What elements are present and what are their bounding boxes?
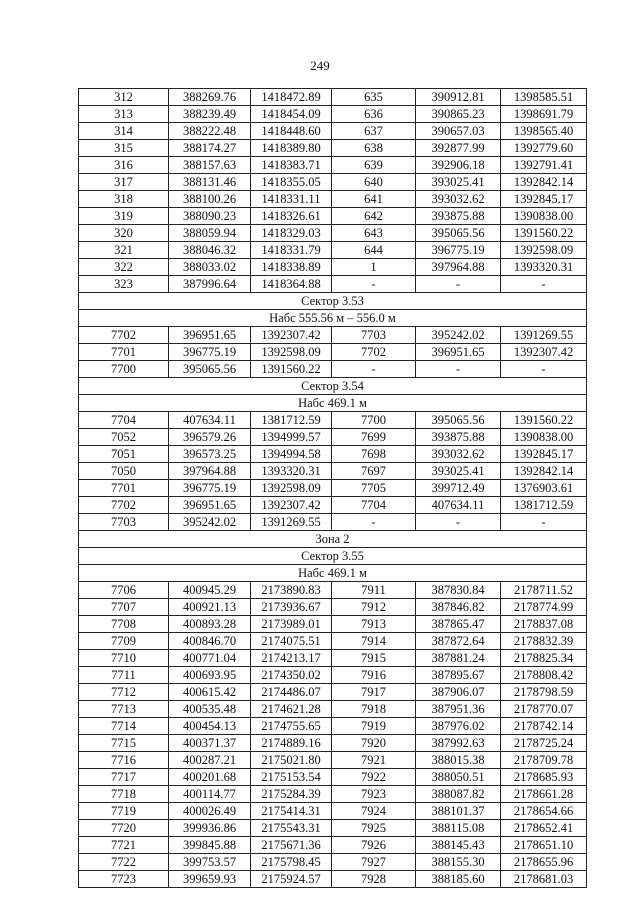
- table-cell: 7711: [79, 667, 169, 684]
- table-row: [79, 633, 587, 650]
- table-cell: 2178774.99: [501, 599, 587, 616]
- table-row: [79, 242, 587, 259]
- table-cell: 1391269.55: [251, 514, 332, 531]
- table-row: [79, 684, 587, 701]
- table-cell: 2178651.10: [501, 837, 587, 854]
- table-row: [79, 344, 587, 361]
- table-cell: 388033.02: [169, 259, 251, 276]
- table-cell: 7924: [332, 803, 416, 820]
- table-cell: 7710: [79, 650, 169, 667]
- table-row: [79, 174, 587, 191]
- table-cell: 640: [332, 174, 416, 191]
- table-cell: 1391560.22: [501, 225, 587, 242]
- table-cell: 1391560.22: [251, 361, 332, 378]
- table-row: [79, 837, 587, 854]
- table-cell: 1393320.31: [251, 463, 332, 480]
- table-cell: 388269.76: [169, 89, 251, 106]
- table-cell: 319: [79, 208, 169, 225]
- table-cell: 2175798.45: [251, 854, 332, 871]
- table-cell: 392906.18: [416, 157, 501, 174]
- table-cell: 1398691.79: [501, 106, 587, 123]
- table-cell: -: [501, 361, 587, 378]
- table-cell: 400921.13: [169, 599, 251, 616]
- table-cell: 2178654.66: [501, 803, 587, 820]
- table-cell: 1418329.03: [251, 225, 332, 242]
- table-cell: 396573.25: [169, 446, 251, 463]
- table-cell: 396579.26: [169, 429, 251, 446]
- table-row: [79, 514, 587, 531]
- table-cell: 2175021.80: [251, 752, 332, 769]
- table-cell: 396775.19: [169, 344, 251, 361]
- table-cell: 1418383.71: [251, 157, 332, 174]
- table-cell: 388157.63: [169, 157, 251, 174]
- table-cell: 388100.26: [169, 191, 251, 208]
- table-cell: 395065.56: [169, 361, 251, 378]
- table-cell: 400693.95: [169, 667, 251, 684]
- table-cell: 2174889.16: [251, 735, 332, 752]
- table-cell: 644: [332, 242, 416, 259]
- table-cell: 390657.03: [416, 123, 501, 140]
- table-cell: 317: [79, 174, 169, 191]
- table-cell: 636: [332, 106, 416, 123]
- table-cell: 1418364.88: [251, 276, 332, 293]
- table-cell: 7717: [79, 769, 169, 786]
- table-row: [79, 259, 587, 276]
- table-cell: 388239.49: [169, 106, 251, 123]
- table-cell: 312: [79, 89, 169, 106]
- table-cell: 2178681.03: [501, 871, 587, 888]
- table-row: [79, 701, 587, 718]
- coordinates-table: [78, 88, 587, 888]
- table-cell: 2178711.52: [501, 582, 587, 599]
- section-header-row: [79, 378, 587, 395]
- table-cell: 400535.48: [169, 701, 251, 718]
- table-cell: 2175284.39: [251, 786, 332, 803]
- table-cell: 1418355.05: [251, 174, 332, 191]
- table-cell: 2178808.42: [501, 667, 587, 684]
- table-cell: 7720: [79, 820, 169, 837]
- table-cell: 7721: [79, 837, 169, 854]
- table-cell: -: [501, 276, 587, 293]
- table-cell: 393875.88: [416, 429, 501, 446]
- table-cell: 2174075.51: [251, 633, 332, 650]
- table-cell: 2174213.17: [251, 650, 332, 667]
- table-row: [79, 429, 587, 446]
- section-header: Сектор 3.53: [79, 293, 587, 310]
- table-cell: 2175153.54: [251, 769, 332, 786]
- table-cell: 7702: [79, 327, 169, 344]
- table-cell: 2173890.83: [251, 582, 332, 599]
- table-row: [79, 582, 587, 599]
- table-cell: 1418454.09: [251, 106, 332, 123]
- table-row: [79, 786, 587, 803]
- table-row: [79, 157, 587, 174]
- table-cell: 7709: [79, 633, 169, 650]
- table-cell: 2175924.57: [251, 871, 332, 888]
- section-header: Сектор 3.55: [79, 548, 587, 565]
- table-row: [79, 616, 587, 633]
- table-cell: 390912.81: [416, 89, 501, 106]
- table-cell: 2175543.31: [251, 820, 332, 837]
- table-cell: 637: [332, 123, 416, 140]
- table-cell: 387846.82: [416, 599, 501, 616]
- table-cell: 1394994.58: [251, 446, 332, 463]
- table-cell: 7707: [79, 599, 169, 616]
- table-cell: 7920: [332, 735, 416, 752]
- table-cell: 7702: [332, 344, 416, 361]
- table-cell: 1392598.09: [501, 242, 587, 259]
- table-cell: 2178709.78: [501, 752, 587, 769]
- table-cell: -: [332, 276, 416, 293]
- table-cell: 1398585.51: [501, 89, 587, 106]
- table-cell: 388174.27: [169, 140, 251, 157]
- table-cell: 1392307.42: [501, 344, 587, 361]
- table-cell: 641: [332, 191, 416, 208]
- table-cell: 7923: [332, 786, 416, 803]
- table-row: [79, 854, 587, 871]
- table-cell: 322: [79, 259, 169, 276]
- table-cell: 387895.67: [416, 667, 501, 684]
- table-row: [79, 276, 587, 293]
- table-cell: 642: [332, 208, 416, 225]
- table-row: [79, 599, 587, 616]
- table-cell: 388050.51: [416, 769, 501, 786]
- table-row: [79, 191, 587, 208]
- table-cell: 2174350.02: [251, 667, 332, 684]
- table-cell: -: [416, 276, 501, 293]
- table-cell: 400615.42: [169, 684, 251, 701]
- table-cell: 7719: [79, 803, 169, 820]
- table-cell: 400945.29: [169, 582, 251, 599]
- table-cell: 388087.82: [416, 786, 501, 803]
- table-cell: 1: [332, 259, 416, 276]
- table-cell: 393032.62: [416, 191, 501, 208]
- table-cell: 7706: [79, 582, 169, 599]
- table-cell: 315: [79, 140, 169, 157]
- table-cell: -: [332, 361, 416, 378]
- page-number: 249: [310, 58, 330, 73]
- section-header: Набс 469.1 м: [79, 565, 587, 582]
- table-cell: 393025.41: [416, 463, 501, 480]
- table-cell: 313: [79, 106, 169, 123]
- table-row: [79, 735, 587, 752]
- table-cell: 388015.38: [416, 752, 501, 769]
- table-cell: 399659.93: [169, 871, 251, 888]
- table-cell: 7700: [79, 361, 169, 378]
- table-cell: 7913: [332, 616, 416, 633]
- table-cell: 399845.88: [169, 837, 251, 854]
- table-cell: 393875.88: [416, 208, 501, 225]
- table-cell: 1381712.59: [501, 497, 587, 514]
- table-cell: 393032.62: [416, 446, 501, 463]
- table-row: [79, 106, 587, 123]
- section-header-row: [79, 395, 587, 412]
- table-cell: 1381712.59: [251, 412, 332, 429]
- table-cell: 7718: [79, 786, 169, 803]
- table-cell: 1391269.55: [501, 327, 587, 344]
- table-row: [79, 871, 587, 888]
- table-cell: 1393320.31: [501, 259, 587, 276]
- table-cell: 7912: [332, 599, 416, 616]
- table-cell: 635: [332, 89, 416, 106]
- table-cell: 2174486.07: [251, 684, 332, 701]
- table-cell: 7926: [332, 837, 416, 854]
- table-cell: 1390838.00: [501, 208, 587, 225]
- table-cell: 400846.70: [169, 633, 251, 650]
- table-cell: 2178661.28: [501, 786, 587, 803]
- table-cell: 396951.65: [416, 344, 501, 361]
- table-cell: 400201.68: [169, 769, 251, 786]
- table-cell: 388145.43: [416, 837, 501, 854]
- table-cell: 7705: [332, 480, 416, 497]
- table-cell: 7919: [332, 718, 416, 735]
- table-row: [79, 718, 587, 735]
- table-cell: 7708: [79, 616, 169, 633]
- table-cell: 7699: [332, 429, 416, 446]
- table-cell: 395242.02: [169, 514, 251, 531]
- table-cell: 7702: [79, 497, 169, 514]
- table-cell: 7927: [332, 854, 416, 871]
- table-row: [79, 327, 587, 344]
- table-cell: 7700: [332, 412, 416, 429]
- table-cell: 7712: [79, 684, 169, 701]
- table-row: [79, 650, 587, 667]
- table-cell: 1391560.22: [501, 412, 587, 429]
- table-cell: 7723: [79, 871, 169, 888]
- table-cell: 395065.56: [416, 412, 501, 429]
- table-cell: 388222.48: [169, 123, 251, 140]
- table-cell: 7701: [79, 344, 169, 361]
- table-cell: 1418472.89: [251, 89, 332, 106]
- table-cell: 2178825.34: [501, 650, 587, 667]
- table-cell: 2178685.93: [501, 769, 587, 786]
- table-row: [79, 361, 587, 378]
- table-cell: 639: [332, 157, 416, 174]
- table-cell: 387906.07: [416, 684, 501, 701]
- table-cell: 400454.13: [169, 718, 251, 735]
- table-cell: 2178725.24: [501, 735, 587, 752]
- table-row: [79, 820, 587, 837]
- table-cell: 7915: [332, 650, 416, 667]
- table-cell: 400287.21: [169, 752, 251, 769]
- table-cell: 7928: [332, 871, 416, 888]
- table-row: [79, 225, 587, 242]
- table-cell: 388155.30: [416, 854, 501, 871]
- table-cell: 400114.77: [169, 786, 251, 803]
- table-cell: 2173989.01: [251, 616, 332, 633]
- table-cell: 314: [79, 123, 169, 140]
- table-row: [79, 769, 587, 786]
- table-cell: 1390838.00: [501, 429, 587, 446]
- table-cell: 387996.64: [169, 276, 251, 293]
- table-cell: 387976.02: [416, 718, 501, 735]
- table-cell: 643: [332, 225, 416, 242]
- section-header: Зона 2: [79, 531, 587, 548]
- table-cell: 388090.23: [169, 208, 251, 225]
- table-cell: 7922: [332, 769, 416, 786]
- table-cell: 1392598.09: [251, 344, 332, 361]
- table-cell: 1418448.60: [251, 123, 332, 140]
- table-row: [79, 752, 587, 769]
- table-cell: 400026.49: [169, 803, 251, 820]
- table-cell: 318: [79, 191, 169, 208]
- table-cell: 1392598.09: [251, 480, 332, 497]
- table-cell: -: [416, 361, 501, 378]
- table-cell: 2174621.28: [251, 701, 332, 718]
- table-cell: 407634.11: [416, 497, 501, 514]
- table-cell: 7698: [332, 446, 416, 463]
- table-row: [79, 123, 587, 140]
- table-cell: -: [501, 514, 587, 531]
- table-cell: 387951.36: [416, 701, 501, 718]
- table-cell: 396775.19: [416, 242, 501, 259]
- table-cell: 1394999.57: [251, 429, 332, 446]
- table-row: [79, 480, 587, 497]
- table-cell: 1392845.17: [501, 191, 587, 208]
- table-cell: 388046.32: [169, 242, 251, 259]
- table-cell: 388101.37: [416, 803, 501, 820]
- table-row: [79, 89, 587, 106]
- table-cell: 7051: [79, 446, 169, 463]
- table-cell: 1418331.79: [251, 242, 332, 259]
- table-cell: 388185.60: [416, 871, 501, 888]
- table-cell: 2178770.07: [501, 701, 587, 718]
- table-cell: 2178798.59: [501, 684, 587, 701]
- table-cell: 316: [79, 157, 169, 174]
- table-cell: 1392307.42: [251, 327, 332, 344]
- table-cell: 2174755.65: [251, 718, 332, 735]
- section-header: Набс 469.1 м: [79, 395, 587, 412]
- section-header-row: [79, 293, 587, 310]
- table-cell: 2178832.39: [501, 633, 587, 650]
- table-cell: 1418338.89: [251, 259, 332, 276]
- table-cell: 7697: [332, 463, 416, 480]
- table-cell: 7918: [332, 701, 416, 718]
- table-cell: 1418331.11: [251, 191, 332, 208]
- table-cell: 387992.63: [416, 735, 501, 752]
- table-cell: 1398565.40: [501, 123, 587, 140]
- table-cell: 7716: [79, 752, 169, 769]
- table-cell: 7713: [79, 701, 169, 718]
- table-cell: 7916: [332, 667, 416, 684]
- table-cell: 7704: [332, 497, 416, 514]
- section-header-row: [79, 310, 587, 327]
- table-cell: 387830.84: [416, 582, 501, 599]
- table-cell: 400371.37: [169, 735, 251, 752]
- table-cell: 397964.88: [169, 463, 251, 480]
- table-cell: 2178742.14: [501, 718, 587, 735]
- table-cell: 7050: [79, 463, 169, 480]
- table-row: [79, 667, 587, 684]
- table-row: [79, 412, 587, 429]
- table-cell: 1418326.61: [251, 208, 332, 225]
- table-cell: 7914: [332, 633, 416, 650]
- section-header-row: [79, 531, 587, 548]
- table-cell: 395242.02: [416, 327, 501, 344]
- table-cell: 400771.04: [169, 650, 251, 667]
- table-cell: 7703: [79, 514, 169, 531]
- table-cell: 400893.28: [169, 616, 251, 633]
- table-cell: 7911: [332, 582, 416, 599]
- table-cell: 1392791.41: [501, 157, 587, 174]
- table-row: [79, 140, 587, 157]
- table-cell: 7715: [79, 735, 169, 752]
- table-cell: 388115.08: [416, 820, 501, 837]
- table-cell: 392877.99: [416, 140, 501, 157]
- table-row: [79, 497, 587, 514]
- table-cell: 388131.46: [169, 174, 251, 191]
- table-cell: 387881.24: [416, 650, 501, 667]
- table-cell: 395065.56: [416, 225, 501, 242]
- table-cell: 390865.23: [416, 106, 501, 123]
- table-row: [79, 446, 587, 463]
- table-cell: 1392845.17: [501, 446, 587, 463]
- table-cell: 1418389.80: [251, 140, 332, 157]
- table-cell: 1392779.60: [501, 140, 587, 157]
- table-cell: 396951.65: [169, 497, 251, 514]
- table-cell: 387872.64: [416, 633, 501, 650]
- table-cell: -: [332, 514, 416, 531]
- table-cell: 387865.47: [416, 616, 501, 633]
- table-cell: 7917: [332, 684, 416, 701]
- table-cell: 2178652.41: [501, 820, 587, 837]
- table-cell: 7921: [332, 752, 416, 769]
- section-header-row: [79, 565, 587, 582]
- section-header: Сектор 3.54: [79, 378, 587, 395]
- table-cell: 397964.88: [416, 259, 501, 276]
- table-cell: 393025.41: [416, 174, 501, 191]
- table-cell: 7714: [79, 718, 169, 735]
- table-cell: 7052: [79, 429, 169, 446]
- section-header: Набс 555.56 м – 556.0 м: [79, 310, 587, 327]
- table-cell: 7703: [332, 327, 416, 344]
- table-cell: 399936.86: [169, 820, 251, 837]
- table-cell: 2178655.96: [501, 854, 587, 871]
- table-row: [79, 803, 587, 820]
- table-cell: 321: [79, 242, 169, 259]
- table-cell: 323: [79, 276, 169, 293]
- table-cell: 396775.19: [169, 480, 251, 497]
- table-cell: 2178837.08: [501, 616, 587, 633]
- table-cell: 2173936.67: [251, 599, 332, 616]
- table-cell: 1392307.42: [251, 497, 332, 514]
- table-cell: 396951.65: [169, 327, 251, 344]
- table-cell: 1376903.61: [501, 480, 587, 497]
- table-cell: 320: [79, 225, 169, 242]
- table-cell: 2175414.31: [251, 803, 332, 820]
- table-row: [79, 208, 587, 225]
- table-cell: 399712.49: [416, 480, 501, 497]
- table-cell: 7722: [79, 854, 169, 871]
- table-cell: 1392842.14: [501, 174, 587, 191]
- table-cell: 2175671.36: [251, 837, 332, 854]
- table-row: [79, 463, 587, 480]
- table-cell: 1392842.14: [501, 463, 587, 480]
- table-cell: 407634.11: [169, 412, 251, 429]
- table-cell: 7704: [79, 412, 169, 429]
- table-cell: 7925: [332, 820, 416, 837]
- table-cell: -: [416, 514, 501, 531]
- table-cell: 7701: [79, 480, 169, 497]
- table-cell: 638: [332, 140, 416, 157]
- table-cell: 399753.57: [169, 854, 251, 871]
- section-header-row: [79, 548, 587, 565]
- table-cell: 388059.94: [169, 225, 251, 242]
